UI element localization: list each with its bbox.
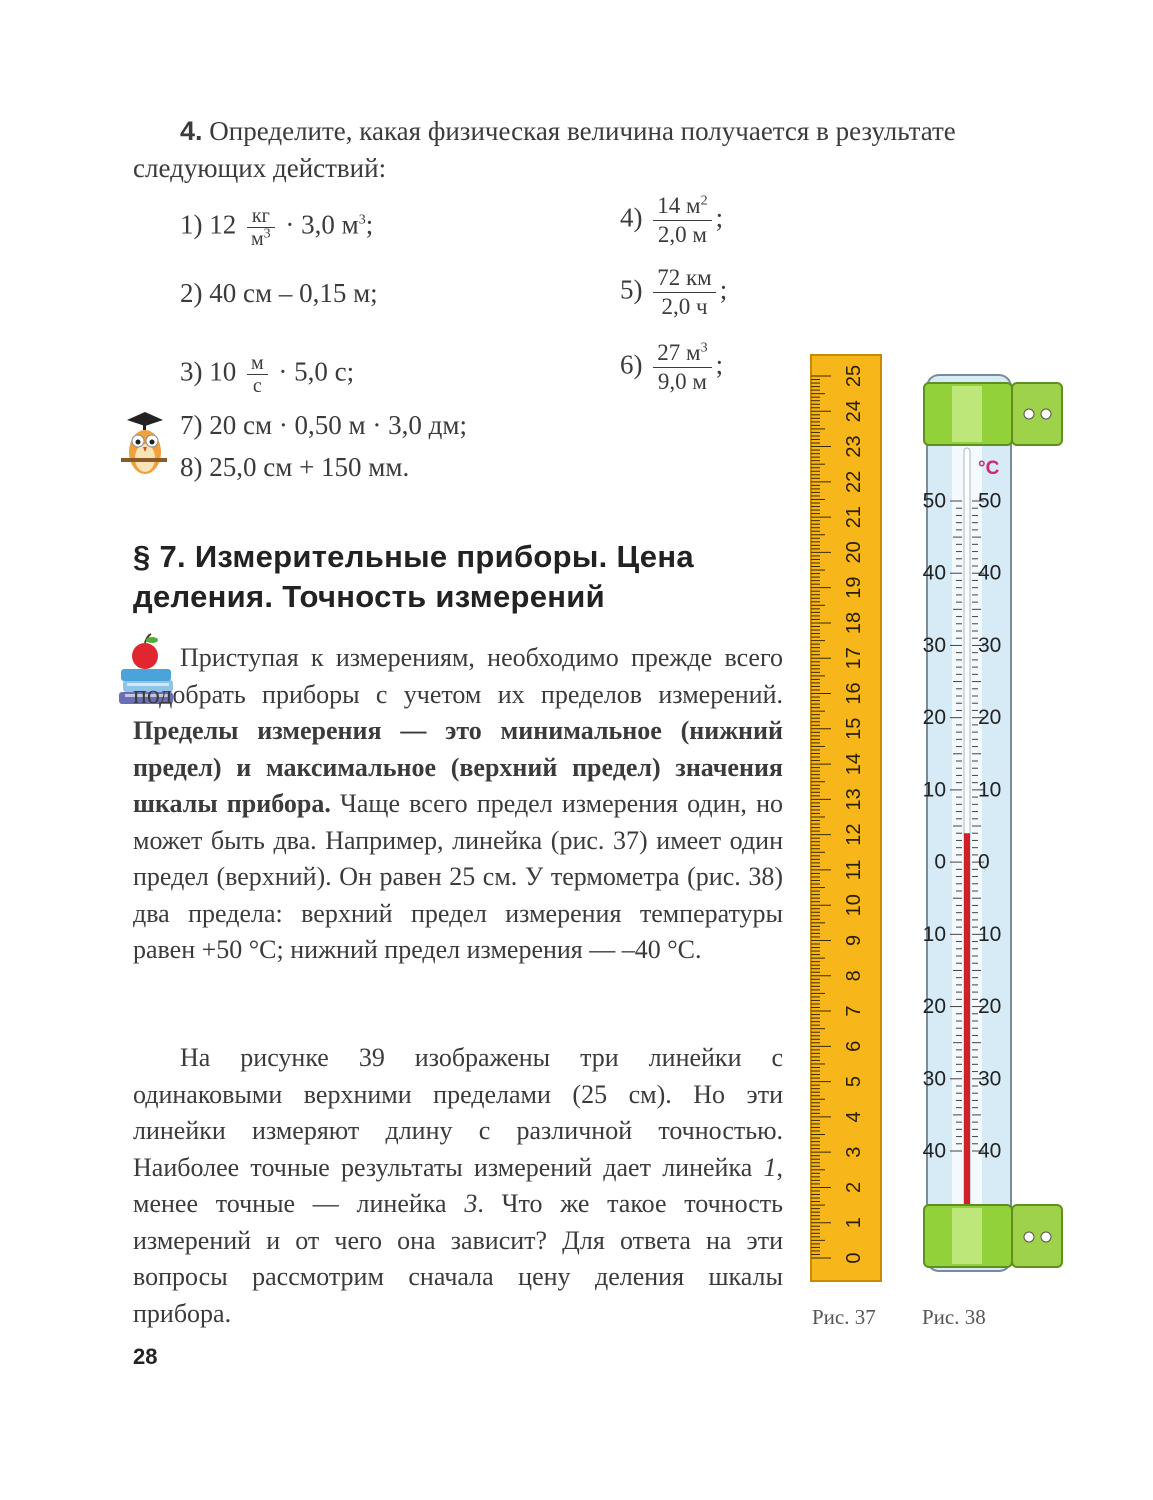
thermometer-caption: Рис. 38 — [922, 1305, 986, 1329]
ruler-label: 20 — [843, 541, 865, 564]
thermometer-label: 30 — [922, 633, 946, 657]
exercise-1: 1) 12 $\frac{кг}{м^3}$ · 3,0 $м^3$; — [180, 205, 374, 250]
ruler-label: 16 — [843, 682, 865, 705]
exercise-6: 6) $\frac{27 м^3}{9,0 м}$ ; — [620, 340, 724, 394]
fraction: $\frac{м}{с}$ — [247, 352, 268, 397]
paragraph-limits — [133, 640, 783, 969]
fraction: $\frac{14 м^2}{2,0 м}$ — [653, 192, 711, 249]
exercise-number: 2) — [180, 278, 203, 308]
thermometer-label: 20 — [978, 706, 1002, 730]
ruler-label: 17 — [843, 647, 865, 670]
exercise-number: 3) — [180, 356, 203, 387]
thermometer-label: 10 — [922, 922, 946, 946]
ruler-label: 21 — [843, 505, 865, 529]
owl-icon — [117, 408, 169, 480]
thermometer-label: 40 — [978, 561, 1002, 585]
ruler-label: 24 — [843, 400, 865, 423]
ruler-label: 4 — [843, 1111, 865, 1123]
task-text: Определите, какая физическая величина получается в результате следующих действий: — [133, 116, 956, 183]
ruler-label: 19 — [843, 576, 865, 599]
thermometer-label: 10 — [978, 922, 1002, 946]
thermometer-label: 20 — [978, 995, 1002, 1019]
ruler-label: 3 — [843, 1146, 865, 1158]
thermometer-label: 0 — [934, 850, 946, 874]
thermometer-label: 30 — [978, 633, 1002, 657]
thermometer-label: 40 — [978, 1139, 1002, 1163]
ruler-label: 18 — [843, 611, 865, 635]
exercise-2 — [180, 276, 378, 310]
thermometer-label: 20 — [922, 995, 946, 1019]
exercise-value: 20 см · 0,50 м · 3,0 дм; — [209, 410, 467, 440]
mercury-column — [964, 833, 970, 1205]
thermometer-label: 50 — [922, 489, 946, 513]
paragraph-text: . Что же такое точность измерений и от чего она зависит? Для ответа на эти вопросы рассмотрим сначала цену деления шкалы прибора. — [133, 1189, 783, 1328]
exercise-value: 40 см – 0,15 м; — [209, 278, 378, 308]
exercise-number: 6) — [620, 349, 643, 380]
exercise-number: 7) — [180, 410, 203, 440]
ruler-label: 6 — [843, 1040, 865, 1052]
ruler-label: 10 — [843, 894, 865, 917]
ruler-label: 13 — [843, 788, 865, 811]
page-number: 28 — [133, 1344, 158, 1369]
thermometer-label: 30 — [922, 1067, 946, 1091]
exercise-number: 5) — [620, 274, 643, 305]
thermometer-label: 30 — [978, 1067, 1002, 1091]
ruler-number: 1 — [763, 1152, 777, 1182]
paragraph-text: Чаще всего предел измерения один, но может быть два. Например, линейка (рис. 37) имеет один предел (верхний). Он равен 25 см. У термометра (рис. 38) два предела: верхний предел измерения температуры равен +50 °C; нижний предел измерения — –40 °C. — [133, 789, 783, 964]
fraction: $\frac{кг}{м^3}$ — [247, 205, 275, 250]
ruler-number: 3 — [464, 1189, 478, 1218]
paragraph-text: Приступая к измерениям, необходимо прежде всего подобрать приборы с учетом их пределов измерений. — [133, 643, 783, 709]
exercise-number: 4) — [620, 202, 643, 233]
ruler-label: 2 — [843, 1181, 865, 1194]
task-intro — [133, 113, 1068, 187]
task-number: 4. — [180, 116, 203, 146]
ruler-label: 12 — [843, 823, 865, 846]
ruler-figure — [806, 350, 886, 1286]
exercise-4: 4) $\frac{14 м^2}{2,0 м}$ ; — [620, 193, 724, 247]
thermometer-label: 10 — [978, 778, 1002, 802]
ruler-label: 7 — [843, 1005, 865, 1017]
ruler-label: 0 — [843, 1252, 865, 1264]
exercise-value: 25,0 см + 150 мм. — [209, 452, 410, 482]
paragraph-text: На рисунке 39 изображены три линейки с одинаковыми верхними пределами (25 см). Но эти линейки измеряют длину с различной точностью. Наиболее точные результаты измерений дает линейка — [133, 1043, 783, 1182]
fraction: $\frac{27 м^3}{9,0 м}$ — [653, 339, 711, 396]
thermometer-label: 0 — [978, 850, 990, 874]
exercise-value: 10 — [209, 356, 237, 387]
exercise-5: 5) $\frac{72 км}{2,0 ч}$ ; — [620, 265, 728, 319]
thermometer-label: 40 — [922, 1139, 946, 1163]
exercise-7 — [180, 408, 467, 442]
thermometer-label: 40 — [922, 561, 946, 585]
exercise-value: · 3,0 м — [285, 209, 359, 240]
thermometer-figure — [918, 370, 1068, 1282]
ruler-label: 14 — [843, 752, 865, 776]
ruler-label: 5 — [843, 1076, 865, 1088]
ruler-label: 22 — [843, 470, 865, 493]
exercise-8 — [180, 450, 409, 484]
thermometer-label: 50 — [978, 489, 1002, 513]
ruler-label: 11 — [843, 859, 865, 881]
thermometer-unit: °C — [978, 458, 1000, 479]
thermometer-label: 20 — [922, 706, 946, 730]
ruler-label: 9 — [843, 934, 865, 947]
exercise-3 — [180, 352, 354, 397]
ruler-label: 1 — [843, 1217, 865, 1229]
ruler-caption: Рис. 37 — [812, 1305, 876, 1329]
ruler-label: 15 — [843, 717, 865, 740]
exercise-value: 12 — [209, 209, 237, 240]
ruler-label: 23 — [843, 435, 865, 458]
definition-text: Пределы измерения — это минимальное (нижний предел) и максимальное (верхний предел) значения шкалы прибора. — [133, 716, 783, 818]
exercise-number: 1) — [180, 209, 203, 240]
paragraph-text: , менее точные — линейка — [133, 1152, 783, 1218]
thermometer-label: 10 — [922, 778, 946, 802]
exercise-number: 8) — [180, 452, 203, 482]
fraction: $\frac{72 км}{2,0 ч}$ — [653, 264, 715, 321]
section-title: § 7. Измерительные приборы. Цена деления. Точность измерений — [133, 539, 694, 614]
paragraph-accuracy — [133, 1040, 783, 1332]
ruler-label: 25 — [843, 364, 865, 388]
exercise-value: · 5,0 с; — [278, 356, 355, 387]
ruler-label: 8 — [843, 970, 865, 982]
